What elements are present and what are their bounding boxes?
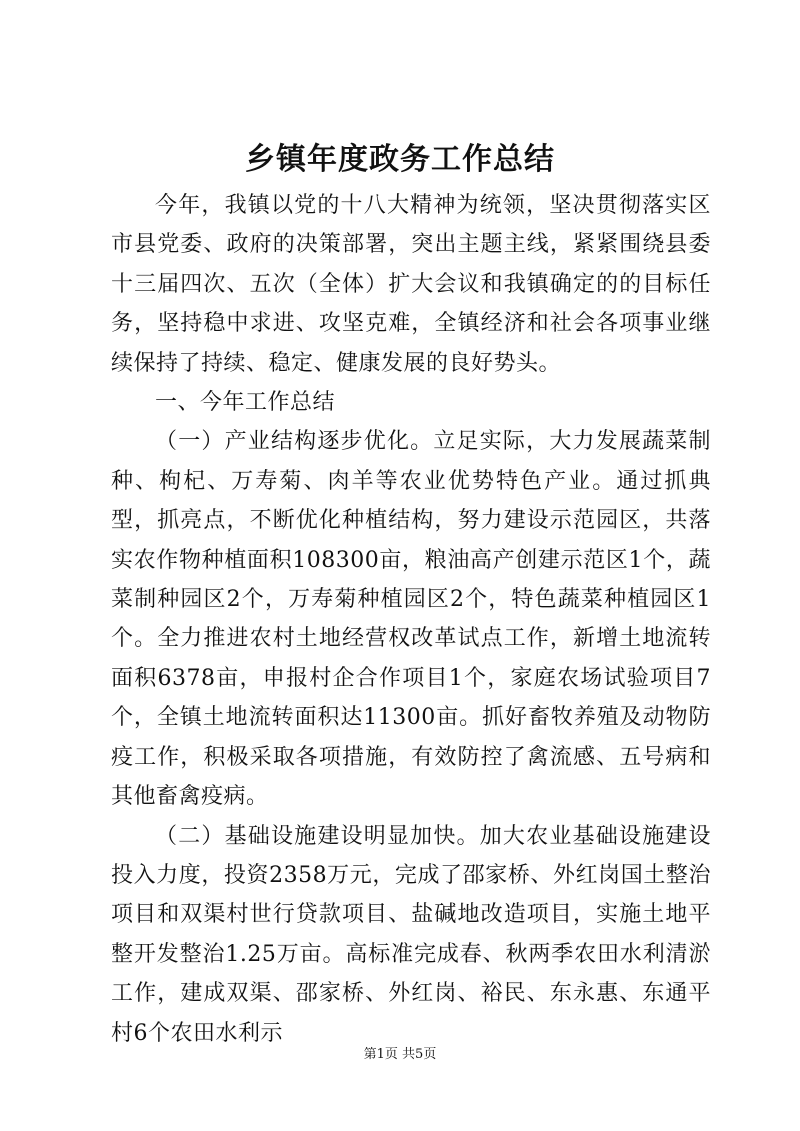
paragraph-infrastructure: （二）基础设施建设明显加快。加大农业基础设施建设投入力度，投资2358万元，完成了邵家桥、外红岗国土整治项目和双渠村世行贷款项目、盐碱地改造项目，实施土地平整开发整治1.25万亩。高标准完成春、秋两季农田水利清淤工作，建成双渠、邵家桥、外红岗、裕民、东永惠、东通平村6个农田水利示 xyxy=(111,823,711,1046)
document-title: 乡镇年度政务工作总结 xyxy=(245,142,555,177)
paragraph-industry: （一）产业结构逐步优化。立足实际，大力发展蔬菜制种、枸杞、万寿菊、肉羊等农业优势特色产业。通过抓典型，抓亮点，不断优化种植结构，努力建设示范园区，共落实农作物种植面积108300亩，粮油高产创建示范区1个，蔬菜制种园区2个，万寿菊种植园区2个，特色蔬菜种植园区1个。全力推进农村土地经营权改革试点工作，新增土地流转面积6378亩，申报村企合作项目1个，家庭农场试验项目7个，全镇土地流转面积达11300亩。抓好畜牧养殖及动物防疫工作，积极采取各项措施，有效防控了禽流感、五号病和其他畜禽疫病。 xyxy=(111,429,711,810)
section-heading: 一、今年工作总结 xyxy=(155,390,336,416)
page-footer: 第1页 共5页 xyxy=(363,1047,437,1062)
paragraph-intro: 今年，我镇以党的十八大精神为统领，坚决贯彻落实区市县党委、政府的决策部署，突出主题主线，紧紧围绕县委十三届四次、五次（全体）扩大会议和我镇确定的的目标任务，坚持稳中求进、攻坚克难，全镇经济和社会各项事业继续保持了持续、稳定、健康发展的良好势头。 xyxy=(111,193,711,376)
document-body xyxy=(111,186,711,1053)
